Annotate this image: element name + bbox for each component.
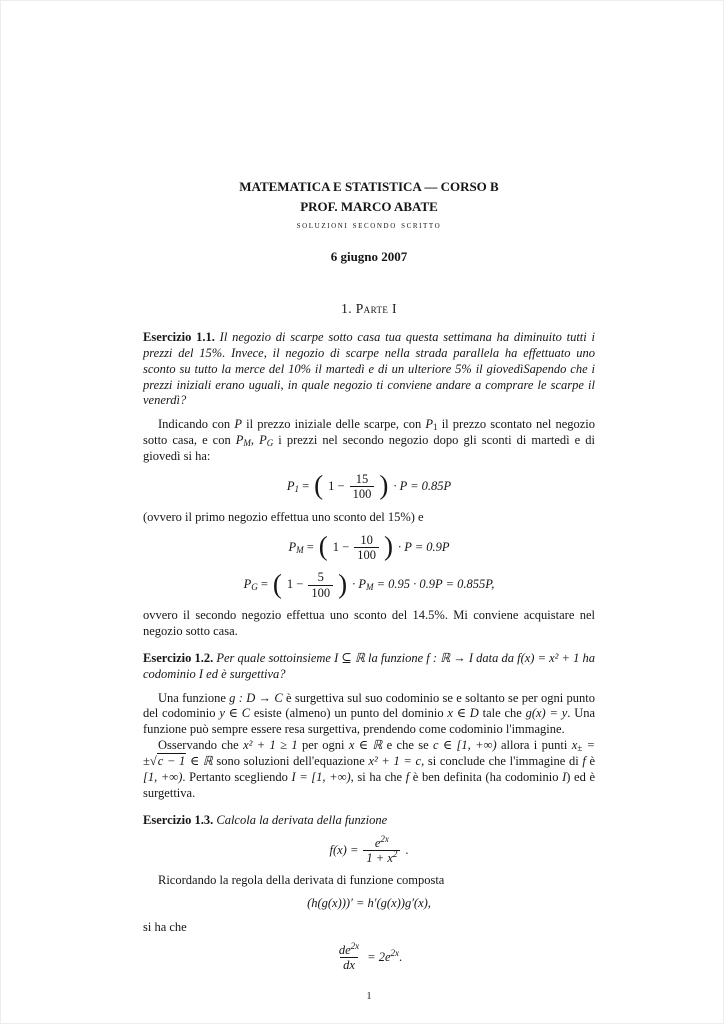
math-subscript: ± xyxy=(577,743,583,754)
numerator: 15 xyxy=(355,471,369,486)
math-run: g : D → C xyxy=(229,690,283,705)
math-run: y ∈ C xyxy=(219,706,251,721)
math-run: f xyxy=(582,754,586,769)
math-run: x² + 1 ≥ 1 xyxy=(243,738,298,753)
math-run: P xyxy=(234,417,242,432)
equation-fx xyxy=(143,833,595,866)
solution-paragraph xyxy=(143,691,595,739)
math-subscript: M xyxy=(365,582,374,593)
solution-paragraph: (ovvero il primo negozio effettua uno sconto del 15%) e xyxy=(143,509,424,524)
text-run: per ogni xyxy=(297,738,349,753)
exercise-1-2-statement xyxy=(143,651,595,683)
math-term: = 2e xyxy=(367,949,391,964)
right-paren: ) xyxy=(383,530,393,561)
math-superscript: 2x xyxy=(390,947,400,958)
math-run: x² + 1 = c xyxy=(368,754,422,769)
text-run: allora i punti xyxy=(496,738,572,753)
right-paren: ) xyxy=(338,568,348,599)
exercise-1-3-label: Esercizio 1.3. xyxy=(143,812,214,827)
math-term: = 0.95 · 0.9P = 0.855P, xyxy=(373,577,495,592)
math-run: x xyxy=(571,738,578,753)
text-run: e che se xyxy=(382,738,434,753)
denominator: dx xyxy=(340,957,358,972)
math-var: e xyxy=(374,835,381,850)
math-rhs xyxy=(367,947,403,966)
math-rhs xyxy=(352,577,494,593)
text-run: è surgettiva sul suo codominio se e soltanto se per ogni punto del codominio xyxy=(143,690,595,721)
text-run: i prezzi nel secondo negozio dopo gli sconti di martedì e di giovedì si ha: xyxy=(143,433,595,464)
math-term: · P xyxy=(352,577,366,592)
fraction xyxy=(354,533,379,563)
math-subscript: 1 xyxy=(294,483,299,494)
math-term: 1 − xyxy=(328,478,345,493)
solution-paragraph xyxy=(143,738,595,802)
fraction xyxy=(350,472,375,502)
text-run: . Pertanto scegliendo xyxy=(182,769,292,784)
text-run: Osservando che xyxy=(158,738,244,753)
solution-paragraph: si ha che xyxy=(143,920,187,935)
text-run: Una funzione xyxy=(158,690,230,705)
text-run: il prezzo iniziale delle scarpe, con xyxy=(241,417,426,432)
math-lhs xyxy=(288,540,313,556)
text-run: è xyxy=(585,754,596,769)
right-paren: ) xyxy=(379,470,389,501)
math-lhs xyxy=(287,479,309,495)
math-superscript: 2x xyxy=(380,833,389,844)
math-subscript: 1 xyxy=(433,422,438,433)
math-term: 1 − xyxy=(332,539,350,554)
denominator xyxy=(363,850,400,865)
math-superscript: 2x xyxy=(350,940,360,951)
math-term: 1 + x xyxy=(366,850,393,865)
solution-paragraph: ovvero il secondo negozio effettua uno sconto del 14.5%. Mi conviene acquistare nel negozio sotto casa. xyxy=(143,608,595,638)
exercise-1-2-label: Esercizio 1.2. xyxy=(143,650,214,665)
left-paren: ( xyxy=(314,470,324,501)
section-heading: 1. Parte I xyxy=(341,300,397,316)
math-lhs: f(x) = xyxy=(329,842,359,857)
period: . xyxy=(399,949,403,964)
document-date: 6 giugno 2007 xyxy=(330,249,408,265)
math-lhs xyxy=(244,577,268,593)
math-subscript: M xyxy=(243,438,251,449)
denominator: 100 xyxy=(350,486,375,501)
page-content xyxy=(143,1,595,1003)
equals-sign: = xyxy=(306,539,314,554)
fraction xyxy=(308,570,333,600)
radical-icon: √ xyxy=(149,754,157,769)
denominator: 100 xyxy=(308,585,333,600)
numerator: 10 xyxy=(360,532,373,547)
math-var: P xyxy=(243,577,252,592)
text-run: , xyxy=(250,433,260,448)
math-subscript: M xyxy=(296,544,304,555)
math-subscript: G xyxy=(266,438,274,449)
text-run: . Una funzione può sempre essere resa surgettiva, prendendo come codominio l'immagine. xyxy=(143,706,596,737)
text-run: , si conclude che l'immagine di xyxy=(421,754,583,769)
text-run: Indicando con xyxy=(158,417,235,432)
exercise-1-1-statement xyxy=(143,330,595,409)
exercise-1-3-text: Calcola la derivata della funzione xyxy=(216,812,388,827)
text-run: ) ed è surgettiva. xyxy=(143,769,595,800)
equation-derivative xyxy=(143,940,595,973)
math-term: 1 − xyxy=(286,577,304,592)
math-superscript: 2 xyxy=(392,848,398,859)
math-run: ∈ ℝ xyxy=(186,754,213,769)
text-run: esiste (almeno) un punto del dominio xyxy=(250,706,448,721)
denominator: 100 xyxy=(354,547,379,562)
course-title: MATEMATICA E STATISTICA — CORSO B xyxy=(239,179,499,194)
left-paren: ( xyxy=(272,568,282,599)
equals-sign: = xyxy=(260,577,268,592)
text-run: è ben definita (ha codominio xyxy=(409,769,563,784)
left-paren: ( xyxy=(318,530,328,561)
math-var: P xyxy=(288,539,297,554)
exercise-1-2-text: Per quale sottoinsieme I ⊆ ℝ la funzione f : ℝ → I data da f(x) = x² + 1 ha codominio I ed è surgettiva? xyxy=(143,650,595,681)
math-run: c ∈ [1, +∞) xyxy=(433,738,497,753)
title-block xyxy=(143,177,595,266)
radicand: c − 1 xyxy=(157,754,186,769)
math-run: f xyxy=(405,769,410,784)
text-run: , si ha che xyxy=(350,769,406,784)
solution-paragraph xyxy=(143,417,595,465)
page-number: 1 xyxy=(366,990,372,1002)
professor-name: PROF. MARCO ABATE xyxy=(300,198,438,214)
text-run: sono soluzioni dell'equazione xyxy=(212,754,369,769)
math-run: P xyxy=(425,417,434,432)
text-run: tale che xyxy=(478,706,526,721)
equation-pg xyxy=(143,570,595,600)
math-run: P xyxy=(259,433,267,448)
math-run: I = [1, +∞) xyxy=(291,769,351,784)
equation-p1 xyxy=(143,472,595,502)
math-rhs: · P = 0.9P xyxy=(397,539,450,554)
math-run: I xyxy=(562,769,567,784)
math-var: de xyxy=(338,942,351,957)
fraction xyxy=(336,940,362,973)
equation-chain-rule xyxy=(143,896,595,912)
exercise-1-1-text: Il negozio di scarpe sotto casa tua questa settimana ha diminuito tutti i prezzi del 15%. Invece, il negozio di scarpe nella strada parallela ha effettuato uno sconto su tutto la merce del 10% il martedì e di un ulteriore 5% il giovedìSapendo che i prezzi iniziali erano uguali, in quale negozio ti conviene andare a comprare le scarpe il venerdì? xyxy=(143,329,595,408)
math-run: x ∈ D xyxy=(447,706,479,721)
document-subtitle: soluzioni secondo scritto xyxy=(296,220,442,231)
math-run: P xyxy=(235,433,244,448)
math-expression: (h(g(x)))′ = h′(g(x))g′(x), xyxy=(307,896,431,911)
text-run: il prezzo scontato nel negozio sotto casa, e con xyxy=(143,417,596,448)
solution-paragraph: Ricordando la regola della derivata di funzione composta xyxy=(158,873,445,888)
period: . xyxy=(405,842,409,857)
math-rhs: · P = 0.85P xyxy=(393,478,452,493)
numerator xyxy=(372,833,392,850)
equals-sign: = xyxy=(302,478,310,493)
fraction xyxy=(363,833,400,866)
numerator: 5 xyxy=(317,570,324,585)
math-run: [1, +∞) xyxy=(143,769,183,784)
exercise-1-3-statement xyxy=(143,813,595,829)
square-root xyxy=(150,753,186,768)
math-run: g(x) = y xyxy=(525,706,568,721)
math-run: x ∈ ℝ xyxy=(348,738,383,753)
math-var: P xyxy=(286,478,295,493)
math-subscript: G xyxy=(251,582,258,593)
numerator xyxy=(336,940,362,957)
math-run: = ± xyxy=(143,738,596,769)
exercise-1-1-label: Esercizio 1.1. xyxy=(143,329,215,344)
equation-pm xyxy=(143,530,595,563)
